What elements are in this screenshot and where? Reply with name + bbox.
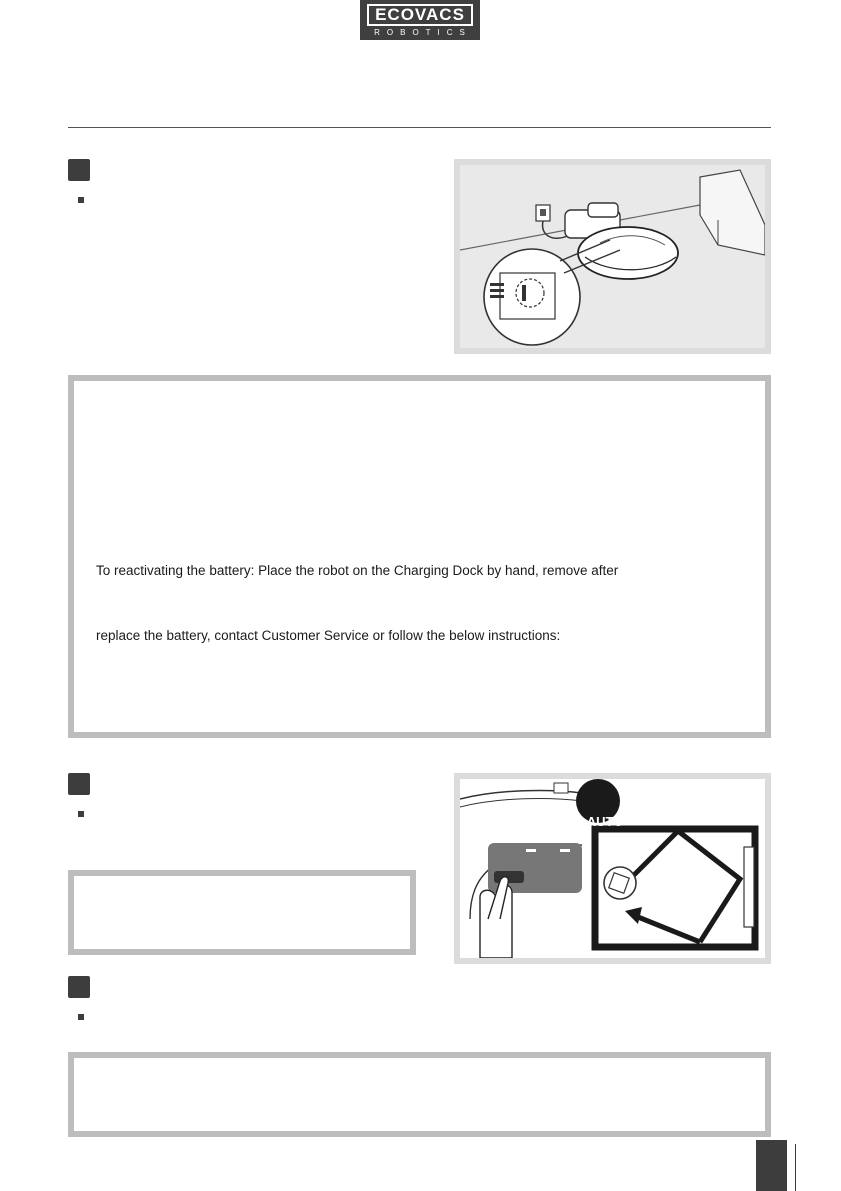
auto-mode-label: AUTO xyxy=(586,814,624,829)
logo-sub-text: ROBOTICS xyxy=(374,28,472,37)
auto-mode-drawing xyxy=(460,779,765,958)
illustration-robot-docking xyxy=(454,159,771,354)
step-3-note-box xyxy=(68,1052,771,1137)
ecovacs-logo xyxy=(360,0,480,40)
robot-docking-drawing xyxy=(460,165,765,348)
battery-notice-box xyxy=(68,375,771,738)
notice-line-replace: replace the battery, contact Customer Service or follow the below instructions: xyxy=(96,628,561,643)
header-rule xyxy=(68,127,771,128)
illustration-auto-mode xyxy=(454,773,771,964)
bullet-icon xyxy=(78,1014,84,1020)
bullet-icon xyxy=(78,197,84,203)
step-badge-2 xyxy=(68,773,90,795)
logo-brand-text: ECOVACS xyxy=(367,4,473,26)
step-badge-1 xyxy=(68,159,90,181)
step-badge-3 xyxy=(68,976,90,998)
notice-line-reactivate: To reactivating the battery: Place the robot on the Charging Dock by hand, remove after xyxy=(96,563,619,578)
bullet-icon xyxy=(78,811,84,817)
page-number-tab xyxy=(756,1140,787,1191)
page-edge-line xyxy=(795,1144,796,1191)
step-2-note-box xyxy=(68,870,416,955)
